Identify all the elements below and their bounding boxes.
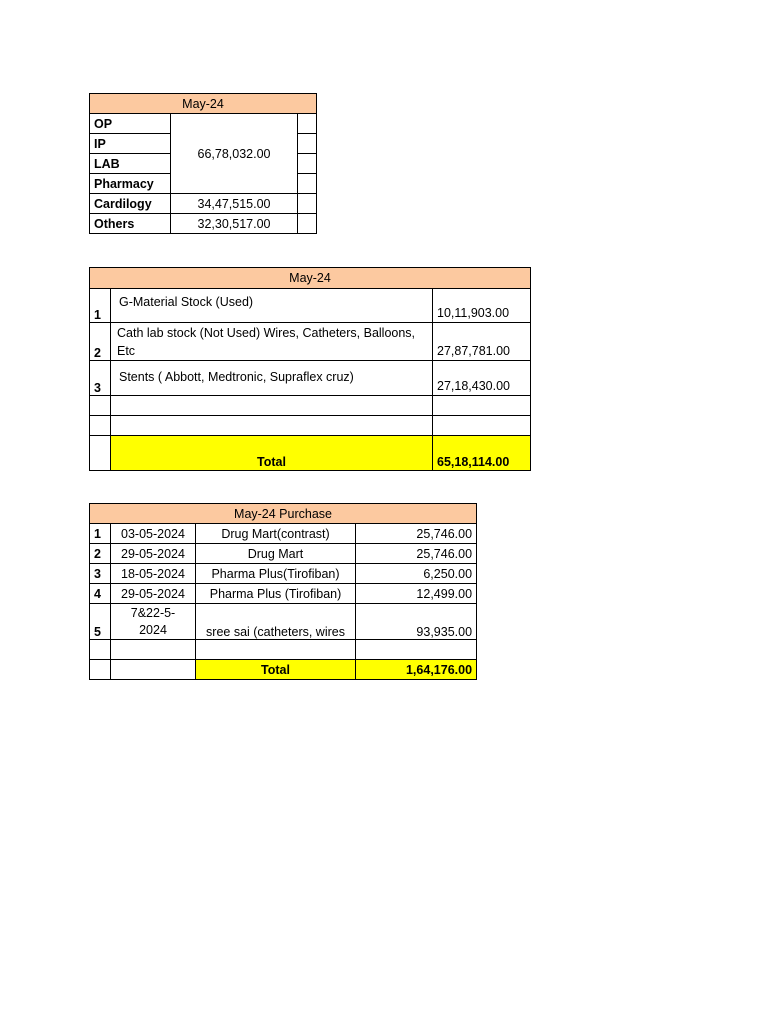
empty-cell (433, 416, 531, 436)
row-number: 3 (90, 564, 111, 584)
empty-cell (111, 416, 433, 436)
row-number: 1 (90, 524, 111, 544)
table-row (90, 604, 477, 640)
empty-cell (90, 416, 111, 436)
empty-cell (298, 134, 317, 154)
row-number: 2 (90, 544, 111, 564)
empty-cell (111, 396, 433, 416)
combined-value: 66,78,032.00 (171, 114, 298, 194)
stock-amount: 27,87,781.00 (433, 323, 531, 361)
row-number: 5 (90, 604, 111, 640)
table-row (90, 289, 531, 323)
table-row (90, 416, 531, 436)
stock-description: Cath lab stock (Not Used) Wires, Catheters, Balloons, Etc (111, 323, 433, 361)
table-row (90, 214, 317, 234)
purchase-date: 18-05-2024 (111, 564, 196, 584)
purchase-date: 7&22-5-2024 (111, 604, 196, 640)
empty-cell (196, 640, 356, 660)
table-row (90, 323, 531, 361)
purchase-table (89, 503, 477, 680)
stock-table (89, 267, 531, 471)
total-label: Total (196, 660, 356, 680)
row-number: 2 (90, 323, 111, 361)
empty-cell (298, 194, 317, 214)
total-amount: 1,64,176.00 (356, 660, 477, 680)
row-label-op: OP (90, 114, 171, 134)
row-label-cardiology: Cardilogy (90, 194, 171, 214)
row-number: 3 (90, 361, 111, 396)
revenue-table-header: May-24 (90, 94, 317, 114)
empty-cell (90, 436, 111, 471)
stock-amount: 10,11,903.00 (433, 289, 531, 323)
purchase-amount: 6,250.00 (356, 564, 477, 584)
row-label-pharmacy: Pharmacy (90, 174, 171, 194)
purchase-amount: 25,746.00 (356, 544, 477, 564)
purchase-amount: 25,746.00 (356, 524, 477, 544)
table-row (90, 114, 317, 134)
empty-cell (90, 640, 111, 660)
revenue-table (89, 93, 317, 234)
row-value-cardiology: 34,47,515.00 (171, 194, 298, 214)
empty-cell (111, 660, 196, 680)
table-row (90, 544, 477, 564)
empty-cell (90, 396, 111, 416)
purchase-vendor: Pharma Plus(Tirofiban) (196, 564, 356, 584)
table-row (90, 564, 477, 584)
row-number: 4 (90, 584, 111, 604)
stock-amount: 27,18,430.00 (433, 361, 531, 396)
table-row (90, 194, 317, 214)
empty-cell (298, 214, 317, 234)
purchase-vendor: Drug Mart (196, 544, 356, 564)
stock-description: Stents ( Abbott, Medtronic, Supraflex cruz) (111, 361, 433, 396)
table-row (90, 584, 477, 604)
purchase-table-header: May-24 Purchase (90, 504, 477, 524)
purchase-amount: 93,935.00 (356, 604, 477, 640)
purchase-date: 03-05-2024 (111, 524, 196, 544)
purchase-date: 29-05-2024 (111, 584, 196, 604)
row-label-ip: IP (90, 134, 171, 154)
row-number: 1 (90, 289, 111, 323)
purchase-vendor: Drug Mart(contrast) (196, 524, 356, 544)
total-row (90, 436, 531, 471)
stock-table-header: May-24 (90, 268, 531, 289)
empty-cell (111, 640, 196, 660)
empty-cell (433, 396, 531, 416)
empty-cell (298, 174, 317, 194)
purchase-vendor: sree sai (catheters, wires (196, 604, 356, 640)
empty-cell (356, 640, 477, 660)
total-label: Total (111, 436, 433, 471)
total-row (90, 660, 477, 680)
purchase-date: 29-05-2024 (111, 544, 196, 564)
purchase-amount: 12,499.00 (356, 584, 477, 604)
row-label-lab: LAB (90, 154, 171, 174)
table-row (90, 361, 531, 396)
empty-cell (298, 154, 317, 174)
total-amount: 65,18,114.00 (433, 436, 531, 471)
row-value-others: 32,30,517.00 (171, 214, 298, 234)
row-label-others: Others (90, 214, 171, 234)
table-row (90, 640, 477, 660)
table-row (90, 524, 477, 544)
empty-cell (90, 660, 111, 680)
table-row (90, 396, 531, 416)
stock-description: G-Material Stock (Used) (111, 289, 433, 323)
empty-cell (298, 114, 317, 134)
purchase-vendor: Pharma Plus (Tirofiban) (196, 584, 356, 604)
